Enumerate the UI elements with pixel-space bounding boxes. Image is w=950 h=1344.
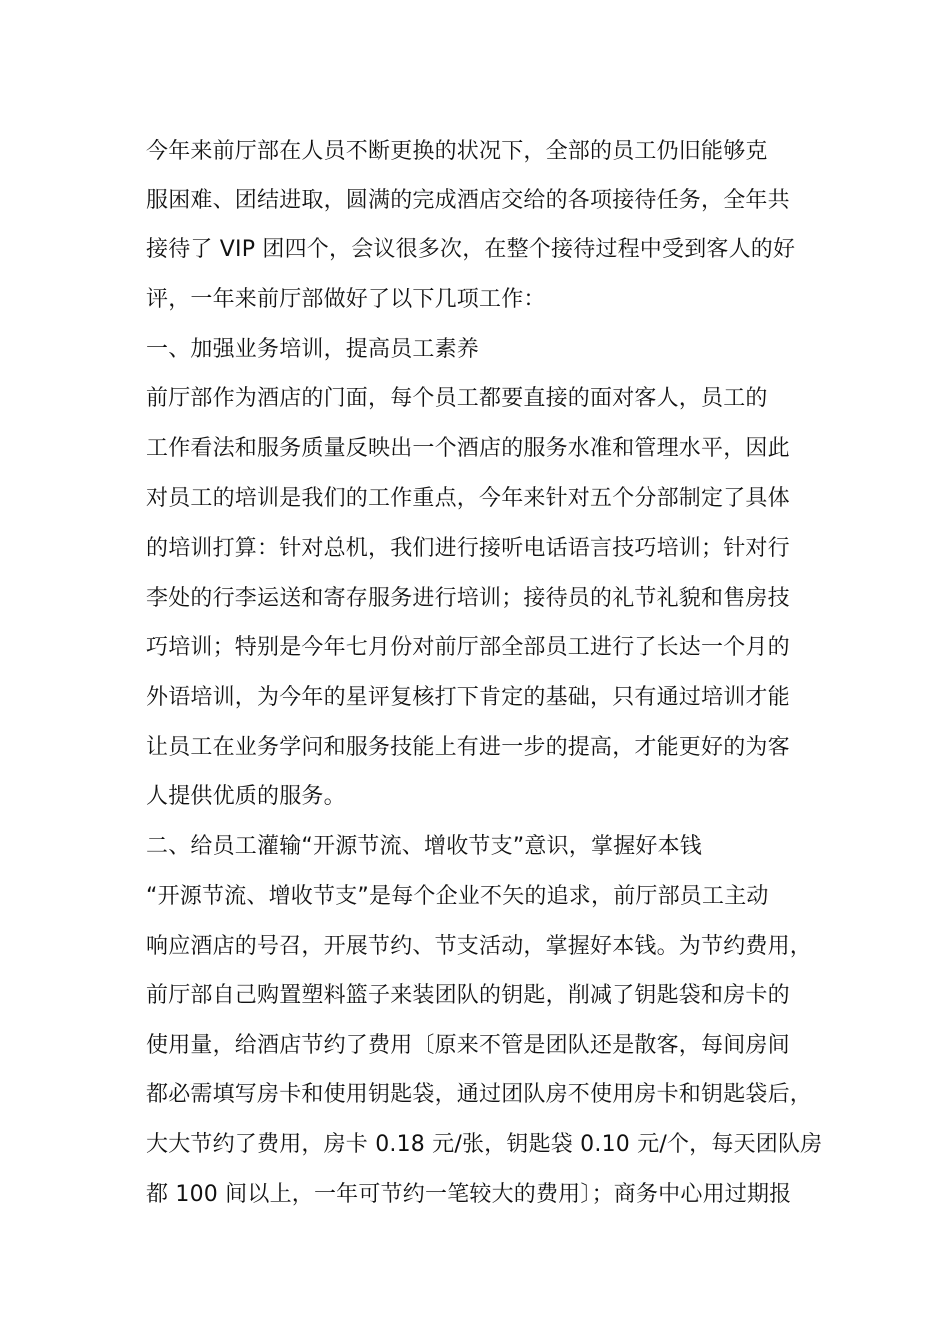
section-heading: 一、加强业务培训，提高员工素养 bbox=[146, 337, 480, 362]
text-line: 评，一年来前厅部做好了以下几项工作： bbox=[146, 287, 546, 312]
text-line: 响应酒店的号召，开展节约、节支活动，掌握好本钱。为节约费用， bbox=[146, 934, 813, 959]
text-line: 今年来前厅部在人员不断更换的状况下，全部的员工仍旧能够克 bbox=[146, 139, 768, 164]
text-line: 都必需填写房卡和使用钥匙袋，通过团队房不使用房卡和钥匙袋后， bbox=[146, 1082, 813, 1107]
text-line: 的培训打算：针对总机，我们进行接听电话语言技巧培训；针对行 bbox=[146, 536, 790, 561]
text-line: 大大节约了费用，房卡 0.18 元/张，钥匙袋 0.10 元/个，每天团队房 bbox=[146, 1132, 823, 1157]
section-heading: 二、给员工灌输“开源节流、增收节支”意识，掌握好本钱 bbox=[146, 834, 702, 859]
text-line: 工作看法和服务质量反映出一个酒店的服务水准和管理水平，因此 bbox=[146, 436, 790, 461]
text-line: 外语培训，为今年的星评复核打下肯定的基础，只有通过培训才能 bbox=[146, 685, 790, 710]
text-line: 接待了 VIP 团四个，会议很多次，在整个接待过程中受到客人的好 bbox=[146, 237, 796, 262]
text-line: 李处的行李运送和寄存服务进行培训；接待员的礼节礼貌和售房技 bbox=[146, 586, 790, 611]
text-line: 都 100 间以上，一年可节约一笔较大的费用〕；商务中心用过期报 bbox=[146, 1182, 792, 1207]
text-line: 让员工在业务学问和服务技能上有进一步的提高，才能更好的为客 bbox=[146, 735, 790, 760]
text-line: 对员工的培训是我们的工作重点，今年来针对五个分部制定了具体 bbox=[146, 486, 790, 511]
text-line: 巧培训；特别是今年七月份对前厅部全部员工进行了长达一个月的 bbox=[146, 635, 790, 660]
text-line: 前厅部作为酒店的门面，每个员工都要直接的面对客人，员工的 bbox=[146, 386, 768, 411]
text-line: 前厅部自己购置塑料篮子来装团队的钥匙，削减了钥匙袋和房卡的 bbox=[146, 983, 790, 1008]
text-line: 服困难、团结进取，圆满的完成酒店交给的各项接待任务，全年共 bbox=[146, 188, 790, 213]
text-line: “开源节流、增收节支”是每个企业不矢的追求，前厅部员工主动 bbox=[146, 884, 769, 909]
text-line: 使用量，给酒店节约了费用〔原来不管是团队还是散客，每间房间 bbox=[146, 1033, 790, 1058]
text-line: 人提供优质的服务。 bbox=[146, 784, 346, 809]
